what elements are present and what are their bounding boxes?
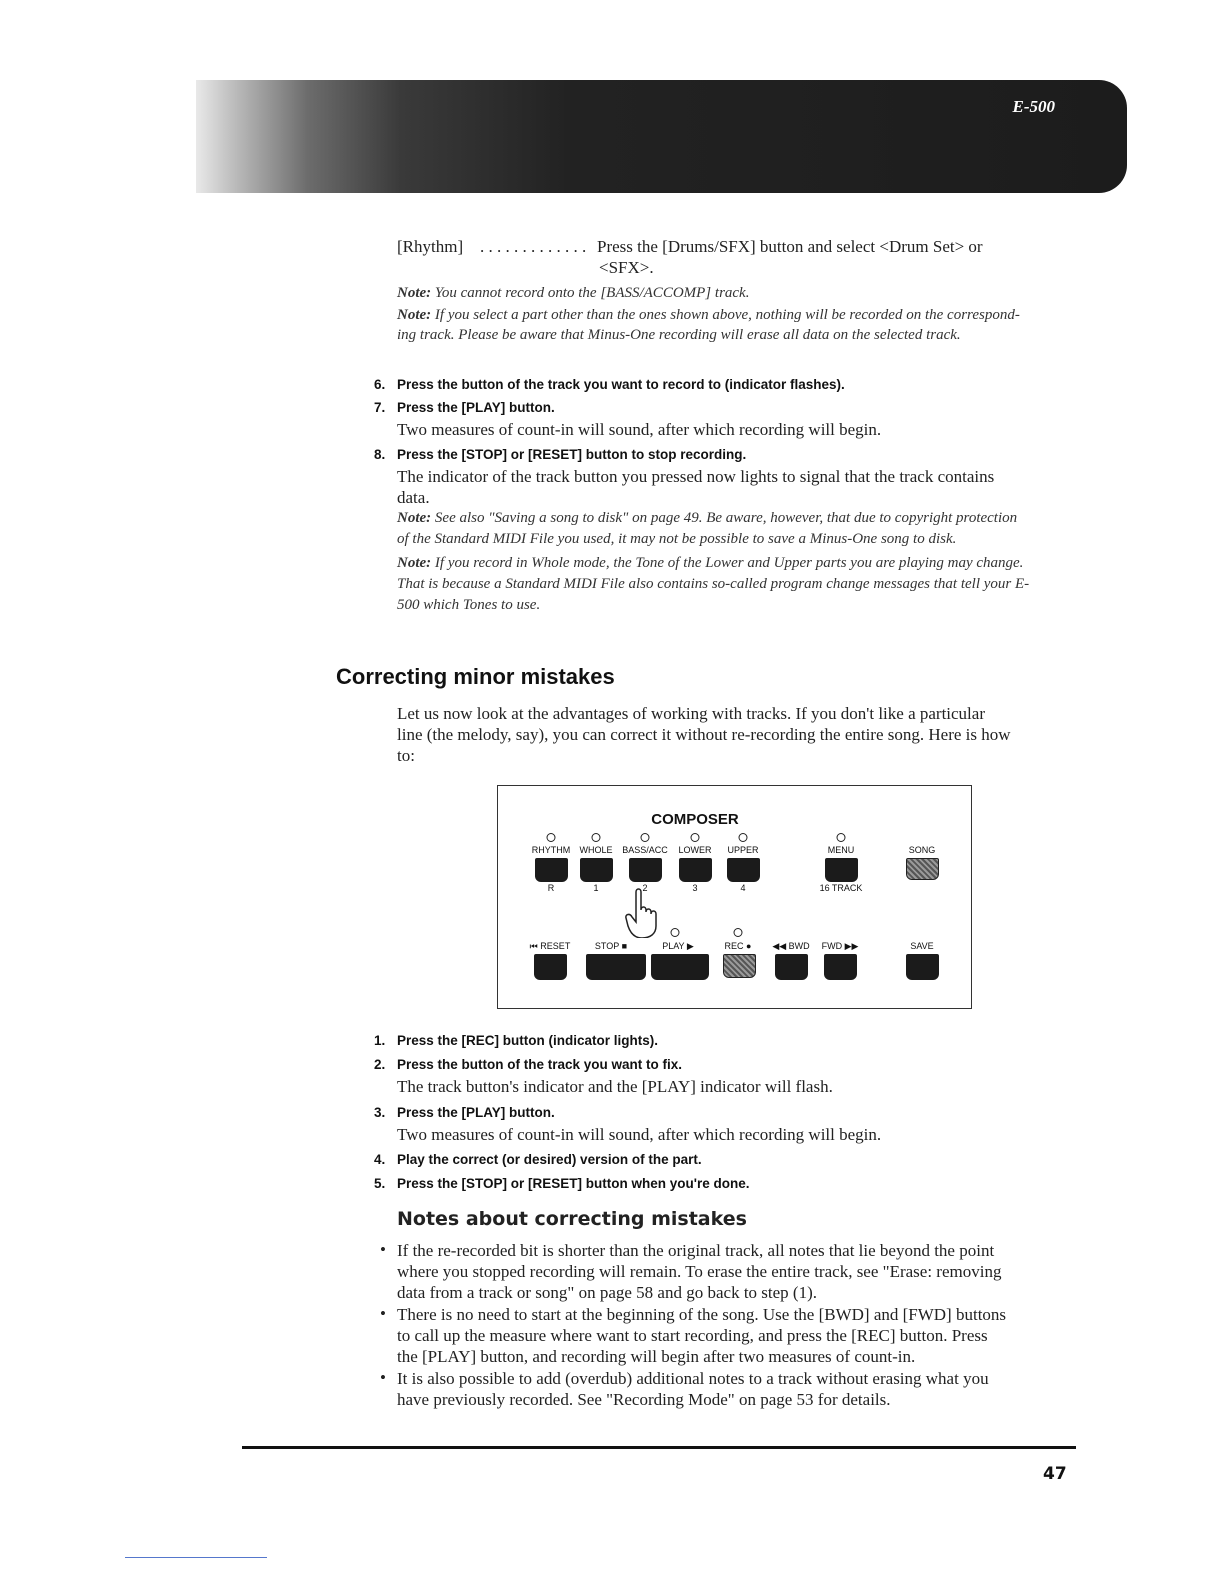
note-text: You cannot record onto the [BASS/ACCOMP] track. bbox=[434, 285, 750, 301]
led-indicator bbox=[739, 833, 748, 842]
note-2-cont: ing track. Please be aware that Minus-One recording will erase all data on the selected track. bbox=[397, 327, 961, 343]
step-num: 4. bbox=[374, 1152, 386, 1167]
play-icon: ▶ bbox=[686, 941, 694, 951]
intro-line: line (the melody, say), you can correct it without re-recording the entire song. Here is how bbox=[397, 725, 1011, 744]
stop-label bbox=[595, 941, 627, 951]
reset-icon: ⏮ bbox=[529, 941, 538, 951]
bullet-dot: • bbox=[380, 1240, 386, 1259]
bullet-dot: • bbox=[380, 1368, 386, 1387]
model-name: E-500 bbox=[1012, 97, 1055, 116]
reset-label bbox=[530, 941, 571, 952]
led-indicator bbox=[837, 833, 846, 842]
step-text: Press the [PLAY] button. bbox=[397, 1105, 555, 1120]
lower-label: LOWER bbox=[678, 845, 712, 855]
hand-pointer-icon bbox=[624, 886, 668, 938]
whole-label: WHOLE bbox=[579, 845, 613, 855]
intro-line: to: bbox=[397, 746, 415, 765]
bullet-line: data from a track or song" on page 58 and go back to step (1). bbox=[397, 1283, 818, 1302]
note-text: If you select a part other than the ones shown above, nothing will be recorded on the correspond- bbox=[434, 307, 1020, 323]
note-2 bbox=[397, 305, 1020, 326]
composer-panel bbox=[497, 785, 972, 1009]
bwd-button bbox=[775, 954, 808, 980]
fwd-text: FWD bbox=[821, 941, 843, 951]
reset-text: RESET bbox=[540, 941, 571, 951]
bass-acc-label: BASS/ACC bbox=[622, 845, 668, 855]
rhythm-track-button bbox=[535, 858, 568, 882]
play-text: PLAY bbox=[662, 941, 685, 951]
step-desc: Two measures of count-in will sound, after which recording will begin. bbox=[397, 420, 882, 439]
step-text: Press the [REC] button (indicator lights). bbox=[397, 1033, 659, 1048]
step-num: 8. bbox=[374, 447, 386, 462]
track-2-label: 2 bbox=[642, 883, 648, 893]
bwd-text: BWD bbox=[788, 941, 810, 951]
track-4-button bbox=[727, 858, 760, 882]
save-label: SAVE bbox=[910, 941, 934, 951]
rhythm-text-2: <SFX>. bbox=[599, 258, 654, 277]
rec-led bbox=[734, 928, 743, 937]
note-label: Note: bbox=[397, 285, 432, 301]
track-3-label: 3 bbox=[692, 883, 698, 893]
note-4 bbox=[397, 553, 1023, 574]
note-4-cont: That is because a Standard MIDI File also contains so-called program change messages that tell your E- bbox=[397, 576, 1030, 592]
track-r-label: R bbox=[547, 883, 555, 893]
step-text: Play the correct (or desired) version of the part. bbox=[397, 1152, 702, 1167]
step-text: Press the [STOP] or [RESET] button when you're done. bbox=[397, 1176, 750, 1191]
note-label: Note: bbox=[397, 555, 432, 571]
song-button bbox=[906, 858, 939, 880]
reset-button bbox=[534, 954, 567, 980]
led-indicator bbox=[641, 833, 650, 842]
rec-icon: ● bbox=[746, 941, 752, 951]
step-text: Press the button of the track you want to fix. bbox=[397, 1057, 683, 1072]
step-text: Press the [PLAY] button. bbox=[397, 400, 555, 415]
bullet-line: the [PLAY] button, and recording will begin after two measures of count-in. bbox=[397, 1347, 916, 1366]
rec-label bbox=[725, 941, 752, 951]
intro-line: Let us now look at the advantages of working with tracks. If you don't like a particular bbox=[397, 704, 985, 723]
step-text: Press the [STOP] or [RESET] button to stop recording. bbox=[397, 447, 747, 462]
bwd-icon: ◀◀ bbox=[772, 941, 787, 951]
note-3 bbox=[397, 508, 1017, 529]
note-3-cont: of the Standard MIDI File you used, it may not be possible to save a Minus-One song to disk. bbox=[397, 531, 957, 547]
bullet-line: It is also possible to add (overdub) additional notes to a track without erasing what you bbox=[397, 1369, 989, 1388]
step-desc: data. bbox=[397, 488, 430, 507]
note-4-cont: 500 which Tones to use. bbox=[397, 597, 541, 613]
rec-button bbox=[723, 954, 756, 978]
fwd-label bbox=[822, 941, 859, 952]
bwd-label bbox=[772, 941, 809, 952]
note-1 bbox=[397, 283, 749, 304]
note-text: See also "Saving a song to disk" on page 49. Be aware, however, that due to copyright protection bbox=[434, 510, 1018, 526]
bullet-line: to call up the measure where want to start recording, and press the [REC] button. Press bbox=[397, 1326, 988, 1345]
stop-text: STOP bbox=[594, 941, 620, 951]
play-label bbox=[662, 941, 694, 952]
play-button bbox=[651, 954, 709, 980]
footer-rule bbox=[242, 1446, 1076, 1449]
fwd-icon: ▶▶ bbox=[844, 941, 859, 951]
section-title: Correcting minor mistakes bbox=[336, 664, 615, 689]
rhythm-dots: . . . . . . . . . . . . . bbox=[480, 237, 587, 256]
footer-accent-line bbox=[125, 1557, 267, 1558]
bullet-dot: • bbox=[380, 1304, 386, 1323]
step-text: Press the button of the track you want to record to (indicator flashes). bbox=[397, 377, 845, 392]
step-num: 1. bbox=[374, 1033, 386, 1048]
track-4-label: 4 bbox=[740, 883, 746, 893]
step-num: 3. bbox=[374, 1105, 386, 1120]
panel-title: COMPOSER bbox=[651, 811, 739, 828]
page-number: 47 bbox=[1043, 1464, 1067, 1484]
rhythm-text-1: Press the [Drums/SFX] button and select <Drum Set> or bbox=[597, 237, 983, 256]
step-num: 7. bbox=[374, 400, 386, 415]
menu-label: MENU bbox=[827, 845, 855, 855]
bullet-line: There is no need to start at the beginning of the song. Use the [BWD] and [FWD] buttons bbox=[397, 1305, 1007, 1324]
upper-label: UPPER bbox=[727, 845, 759, 855]
led-indicator bbox=[691, 833, 700, 842]
stop-button bbox=[586, 954, 646, 980]
track-2-button bbox=[629, 858, 662, 882]
step-num: 6. bbox=[374, 377, 386, 392]
save-button bbox=[906, 954, 939, 980]
track-1-button bbox=[580, 858, 613, 882]
fwd-button bbox=[824, 954, 857, 980]
step-num: 5. bbox=[374, 1176, 386, 1191]
menu-button bbox=[825, 858, 858, 882]
step-desc: Two measures of count-in will sound, after which recording will begin. bbox=[397, 1125, 882, 1144]
note-text: If you record in Whole mode, the Tone of the Lower and Upper parts you are playing may change. bbox=[434, 555, 1024, 571]
subsection-title: Notes about correcting mistakes bbox=[397, 1208, 747, 1230]
rec-text: REC bbox=[724, 941, 744, 951]
note-label: Note: bbox=[397, 307, 432, 323]
step-desc: The track button's indicator and the [PLAY] indicator will flash. bbox=[397, 1077, 833, 1096]
song-label: SONG bbox=[908, 845, 936, 855]
bullet-line: have previously recorded. See "Recording Mode" on page 53 for details. bbox=[397, 1390, 891, 1409]
stop-icon: ■ bbox=[621, 941, 628, 951]
led-indicator bbox=[547, 833, 556, 842]
rhythm-label: [Rhythm] bbox=[397, 237, 464, 256]
step-desc: The indicator of the track button you pressed now lights to signal that the track contains bbox=[397, 467, 995, 486]
16-track-label: 16 TRACK bbox=[819, 883, 863, 893]
header-banner bbox=[196, 80, 1127, 193]
play-led bbox=[671, 928, 680, 937]
bullet-line: where you stopped recording will remain. To erase the entire track, see "Erase: removing bbox=[397, 1262, 1002, 1281]
track-1-label: 1 bbox=[593, 883, 599, 893]
step-num: 2. bbox=[374, 1057, 386, 1072]
bullet-line: If the re-recorded bit is shorter than the original track, all notes that lie beyond the point bbox=[397, 1241, 995, 1260]
note-label: Note: bbox=[397, 510, 432, 526]
track-3-button bbox=[679, 858, 712, 882]
rhythm-label: RHYTHM bbox=[531, 845, 571, 855]
led-indicator bbox=[592, 833, 601, 842]
